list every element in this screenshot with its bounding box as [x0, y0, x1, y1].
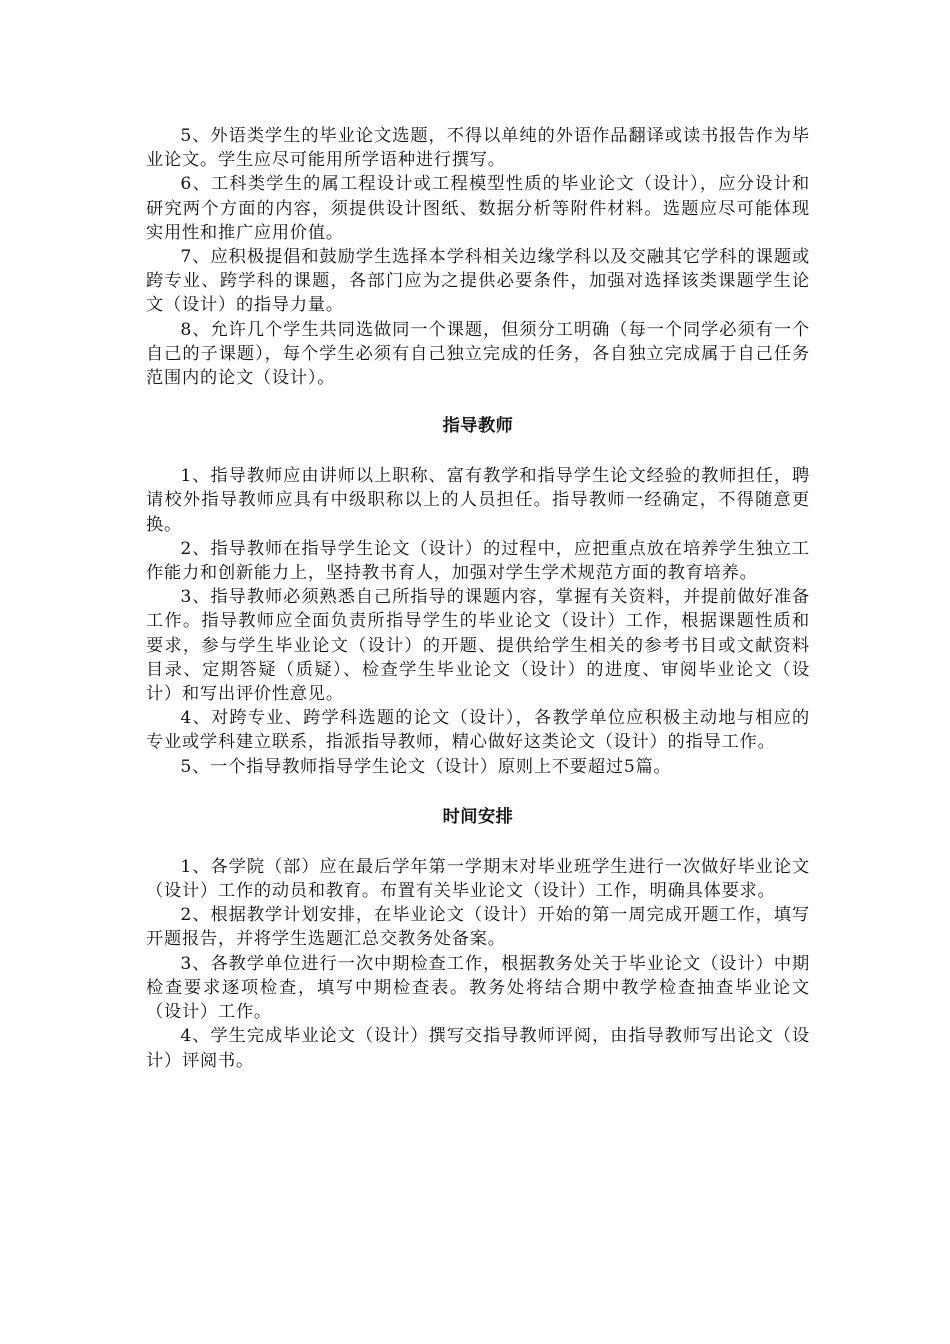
paragraph: 4、学生完成毕业论文（设计）撰写交指导教师评阅，由指导教师写出论文（设计）评阅书。	[146, 1026, 810, 1071]
paragraph: 7、应积极提倡和鼓励学生选择本学科相关边缘学科以及交融其它学科的课题或跨专业、跨学科的课题，各部门应为之提供必要条件，加强对选择该类课题学生论文（设计）的指导力量。	[146, 247, 810, 316]
paragraph: 2、根据教学计划安排，在毕业论文（设计）开始的第一周完成开题工作，填写开题报告，并将学生选题汇总交教务处备案。	[146, 905, 810, 950]
section-heading: 时间安排	[442, 806, 514, 827]
schedule-section	[146, 805, 810, 1073]
section-heading: 指导教师	[442, 416, 514, 437]
paragraph: 1、各学院（部）应在最后学年第一学期末对毕业班学生进行一次做好毕业论文（设计）工作的动员和教育。布置有关毕业论文（设计）工作，明确具体要求。	[146, 856, 810, 902]
paragraph: 3、指导教师必须熟悉自己所指导的课题内容，掌握有关资料，并提前做好准备工作。指导教师应全面负责所指导学生的毕业论文（设计）工作，根据课题性质和要求，参与学生毕业论文（设计）的开题、提供给学生相关的参考书目或文献资料目录、定期答疑（质疑）、检查学生毕业论文（设计）的进度、审阅毕业论文（设计）和写出评价性意见。	[146, 587, 810, 705]
paragraph: 5、一个指导教师指导学生论文（设计）原则上不要超过5篇。	[180, 756, 672, 777]
paragraph: 2、指导教师在指导学生论文（设计）的过程中，应把重点放在培养学生独立工作能力和创新能力上，坚持教书育人，加强对学生学术规范方面的教育培养。	[146, 538, 810, 584]
paragraph: 1、指导教师应由讲师以上职称、富有教学和指导学生论文经验的教师担任，聘请校外指导教师应具有中级职称以上的人员担任。指导教师一经确定，不得随意更换。	[146, 466, 810, 535]
document-page	[146, 124, 810, 1073]
paragraph: 6、工科类学生的属工程设计或工程模型性质的毕业论文（设计），应分设计和研究两个方面的内容，须提供设计图纸、数据分析等附件材料。选题应尽可能体现实用性和推广应用价值。	[146, 174, 810, 243]
paragraph: 8、允许几个学生共同选做同一个课题，但须分工明确（每一个同学必须有一个自己的子课题），每个学生必须有自己独立完成的任务，各自独立完成属于自己任务范围内的论文（设计）。	[146, 319, 810, 389]
paragraph: 5、外语类学生的毕业论文选题，不得以单纯的外语作品翻译或读书报告作为毕业论文。学生应尽可能用所学语种进行撰写。	[146, 126, 810, 171]
advisor-section	[146, 414, 810, 779]
paragraph: 3、各教学单位进行一次中期检查工作，根据教务处关于毕业论文（设计）中期检查要求逐项检查，填写中期检查表。教务处将结合期中教学检查抽查毕业论文（设计）工作。	[146, 953, 810, 1023]
paragraph: 4、对跨专业、跨学科选题的论文（设计），各教学单位应积极主动地与相应的专业或学科建立联系，指派指导教师，精心做好这类论文（设计）的指导工作。	[146, 708, 810, 753]
topic-selection-section	[146, 124, 810, 390]
